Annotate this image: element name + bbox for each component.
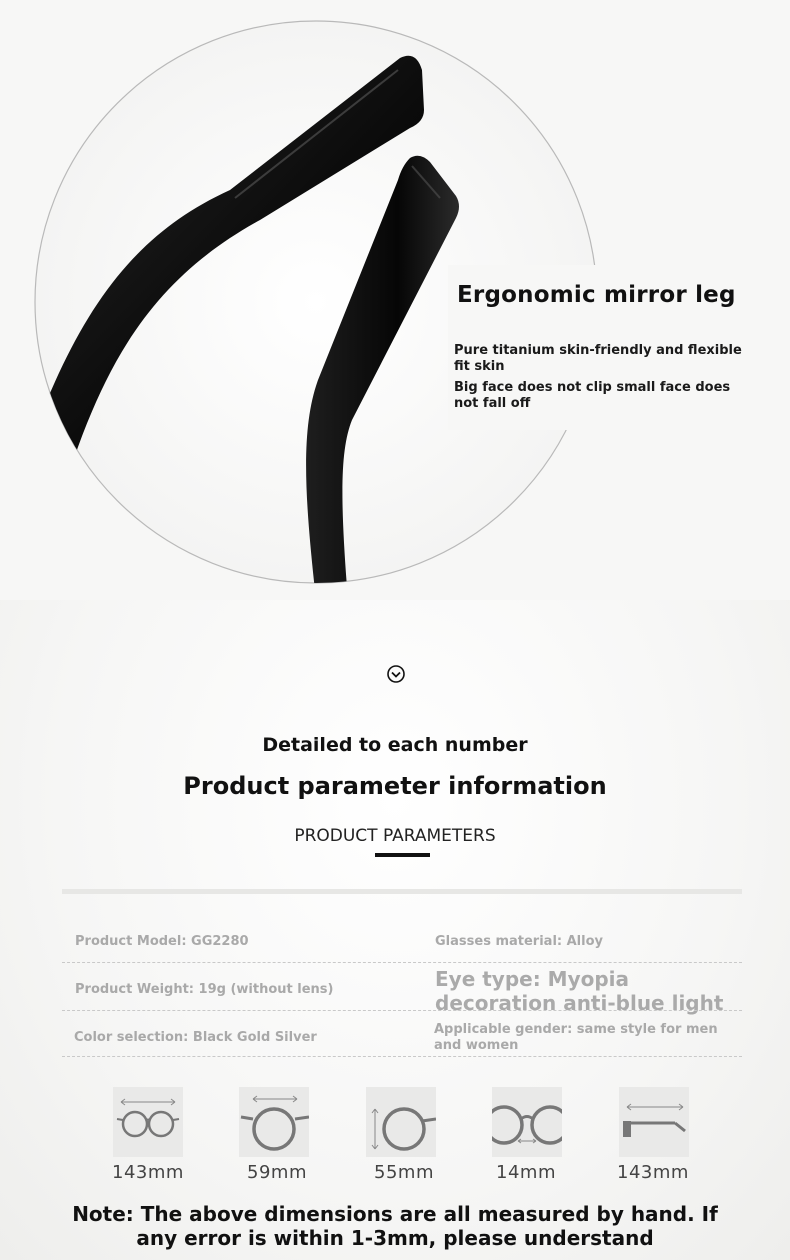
param-gender: Applicable gender: same style for men and women — [434, 1022, 718, 1053]
section-divider — [62, 889, 742, 894]
bridge-width-icon — [492, 1087, 562, 1157]
table-row-divider — [62, 1056, 742, 1057]
lens-height-icon — [366, 1087, 436, 1157]
section-title: Product parameter information — [183, 772, 607, 800]
param-color: Color selection: Black Gold Silver — [74, 1030, 317, 1045]
param-model: Product Model: GG2280 — [75, 934, 249, 949]
section-subtitle: Detailed to each number — [262, 734, 528, 756]
lens-width-icon — [239, 1087, 309, 1157]
dimension-lens-width: 59mm — [247, 1162, 307, 1183]
dimension-temple-length: 143mm — [617, 1162, 689, 1183]
dimension-lens-height: 55mm — [374, 1162, 434, 1183]
title-underline — [375, 853, 430, 857]
feature-title: Ergonomic mirror leg — [457, 282, 736, 308]
feature-description-2: Big face does not clip small face does not fall off — [454, 380, 731, 411]
feature-description-1: Pure titanium skin-friendly and flexible fit skin — [454, 343, 742, 374]
section-english-title: PRODUCT PARAMETERS — [294, 826, 496, 846]
table-row-divider — [62, 962, 742, 963]
background-glow — [0, 600, 790, 1260]
dimension-bridge-width: 14mm — [496, 1162, 556, 1183]
param-material: Glasses material: Alloy — [435, 934, 604, 949]
temple-length-icon — [619, 1087, 689, 1157]
param-weight: Product Weight: 19g (without lens) — [75, 982, 334, 997]
frame-width-icon — [113, 1087, 183, 1157]
table-row-divider — [62, 1010, 742, 1011]
chevron-down-icon — [386, 664, 406, 684]
dimension-frame-width: 143mm — [112, 1162, 184, 1183]
measurement-note: Note: The above dimensions are all measured by hand. If any error is within 1-3mm, please understand — [72, 1202, 718, 1250]
param-eye-type: Eye type: Myopia decoration anti-blue light — [435, 967, 724, 1015]
